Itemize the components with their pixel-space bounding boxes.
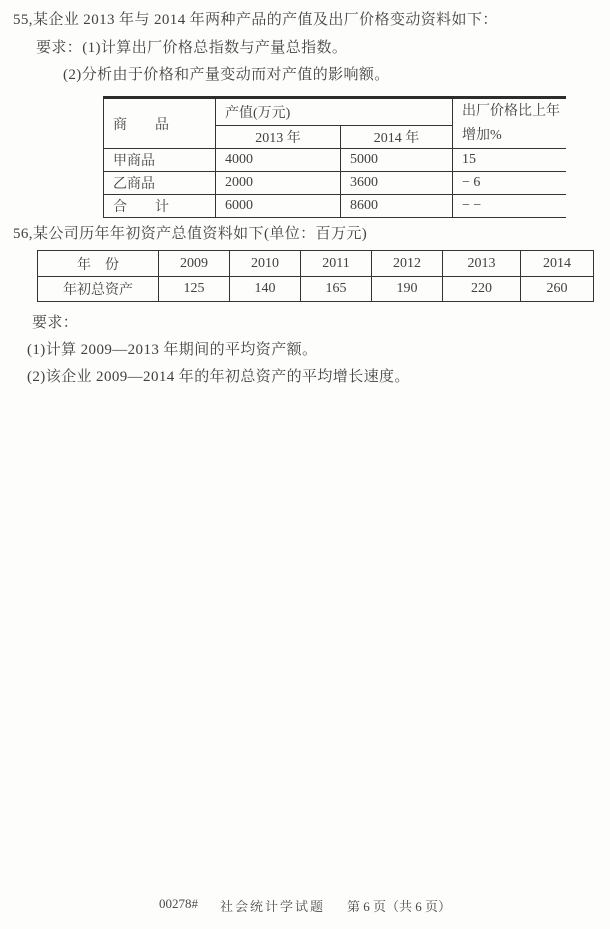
page-footer bbox=[0, 896, 610, 915]
table2-header-2010: 2010 bbox=[230, 251, 301, 277]
cell-assets-2009: 125 bbox=[159, 277, 230, 302]
cell-value-2013: 2000 bbox=[216, 172, 341, 195]
question-55-text: 55,某企业 2013 年与 2014 年两种产品的产值及出厂价格变动资料如下： bbox=[13, 12, 498, 28]
question-55-requirement-2: (2)分析由于价格和产量变动而对产值的影响额。 bbox=[63, 67, 390, 83]
cell-assets-2012: 190 bbox=[372, 277, 443, 302]
cell-assets-2011: 165 bbox=[301, 277, 372, 302]
cell-value-2013: 4000 bbox=[216, 149, 341, 172]
page-number: 第 6 页（共 6 页） bbox=[347, 899, 452, 914]
cell-value-2014: 3600 bbox=[341, 172, 453, 195]
cell-price-change: 15 bbox=[453, 149, 566, 172]
cell-product-name: 乙商品 bbox=[104, 172, 216, 195]
cell-assets-label: 年初总资产 bbox=[38, 277, 159, 302]
table-row-product-a bbox=[104, 149, 566, 172]
table1-header-value: 产值(万元) bbox=[216, 98, 453, 126]
table1-header-price-change bbox=[453, 98, 566, 149]
cell-assets-2013: 220 bbox=[443, 277, 521, 302]
table2-header-2011: 2011 bbox=[301, 251, 372, 277]
price-header-line-1: 出厂价格比上年 bbox=[462, 104, 561, 119]
question-56-requirement-1: (1)计算 2009—2013 年期间的平均资产额。 bbox=[27, 342, 318, 358]
cell-assets-2010: 140 bbox=[230, 277, 301, 302]
table1-header-row-1 bbox=[104, 98, 566, 126]
question-56-text: 56,某公司历年年初资产总值资料如下(单位：百万元) bbox=[13, 226, 368, 242]
question-55-requirement-1: 要求：(1)计算出厂价格总指数与产量总指数。 bbox=[36, 40, 348, 56]
table-row-total bbox=[104, 195, 566, 218]
cell-assets-2014: 260 bbox=[521, 277, 594, 302]
table2-assets-row bbox=[38, 277, 594, 302]
exam-title: 社会统计学试题 bbox=[219, 899, 325, 914]
table-row-product-b bbox=[104, 172, 566, 195]
exam-code: 00278# bbox=[158, 896, 198, 911]
cell-value-2014: 5000 bbox=[341, 149, 453, 172]
question-56-requirement-label: 要求： bbox=[32, 315, 79, 331]
table2-header-2009: 2009 bbox=[159, 251, 230, 277]
table1-header-2014: 2014 年 bbox=[341, 126, 453, 149]
cell-value-2014: 8600 bbox=[341, 195, 453, 218]
cell-price-change: − 6 bbox=[453, 172, 566, 195]
table2-header-2014: 2014 bbox=[521, 251, 594, 277]
table1-header-2013: 2013 年 bbox=[216, 126, 341, 149]
table2-header-2013: 2013 bbox=[443, 251, 521, 277]
cell-product-name: 甲商品 bbox=[104, 149, 216, 172]
cell-price-change: − − bbox=[453, 195, 566, 218]
price-header-line-2: 增加% bbox=[462, 128, 502, 143]
cell-value-2013: 6000 bbox=[216, 195, 341, 218]
table2-header-row bbox=[38, 251, 594, 277]
assets-table bbox=[37, 250, 594, 302]
table2-header-year: 年 份 bbox=[38, 251, 159, 277]
question-56-requirement-2: (2)该企业 2009—2014 年的年初总资产的平均增长速度。 bbox=[27, 369, 410, 385]
cell-product-name: 合 计 bbox=[104, 195, 216, 218]
products-value-table bbox=[103, 96, 566, 218]
table2-header-2012: 2012 bbox=[372, 251, 443, 277]
table1-header-product: 商 品 bbox=[104, 98, 216, 149]
